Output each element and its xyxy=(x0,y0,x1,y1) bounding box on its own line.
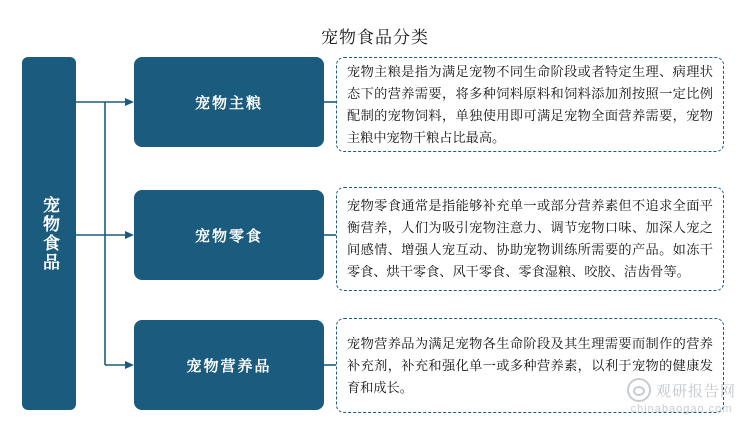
root-node-pet-food xyxy=(22,57,76,410)
description-text: 宠物营养品为满足宠物各生命阶段及其生理需要而制作的营养补充剂，补充和强化单一或多种营养素，以利于宠物的健康发育和成长。 xyxy=(347,335,713,395)
category-label: 宠物主粮 xyxy=(194,94,263,112)
eye-logo-icon xyxy=(627,378,651,402)
category-box-staple-food[interactable] xyxy=(134,57,324,147)
description-text: 宠物主粮是指为满足宠物不同生命阶段或者特定生理、病理状态下的营养需要，将多种饲料原料和饲料添加剂按照一定比例配制的宠物饲料，单独使用即可满足宠物全面营养需要，宠物主粮中宠物干粮占比最高。 xyxy=(347,63,713,145)
description-box-snacks xyxy=(336,187,724,291)
category-box-nutrition[interactable] xyxy=(134,320,324,410)
watermark-row xyxy=(627,378,736,402)
watermark-en-text: chinabaogao.com xyxy=(630,403,733,415)
description-box-staple-food xyxy=(336,57,724,152)
page-title: 宠物食品分类 xyxy=(321,28,429,48)
category-box-snacks[interactable] xyxy=(134,190,324,280)
watermark-cn-text: 观研报告网 xyxy=(655,382,736,400)
root-node-label: 宠物食品 xyxy=(40,195,59,272)
category-label: 宠物营养品 xyxy=(186,357,272,375)
description-text: 宠物零食通常是指能够补充单一或部分营养素但不追求全面平衡营养，人们为吸引宠物注意力、调节宠物口味、加深人宠之间感情、增强人宠互动、协助宠物训练所需要的产品。如冻干零食、烘干零食、风干零食、零食湿粮、咬胶、洁齿骨等。 xyxy=(347,198,713,279)
category-label: 宠物零食 xyxy=(194,227,263,245)
watermark xyxy=(627,378,736,415)
